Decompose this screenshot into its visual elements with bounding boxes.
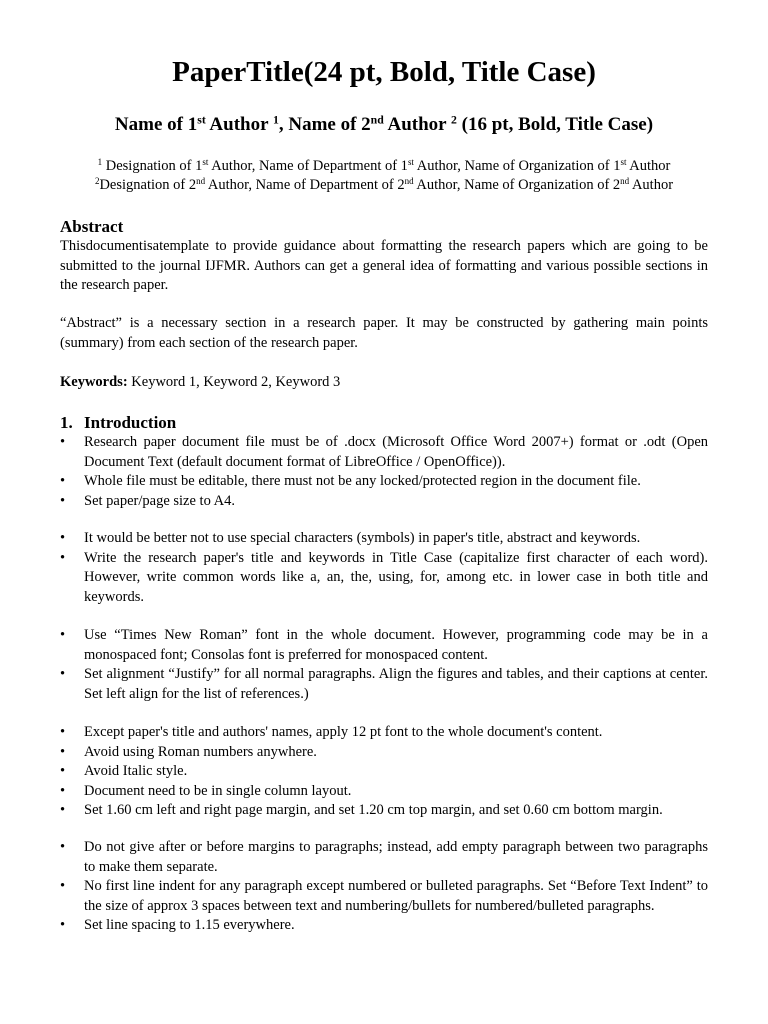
bullet-icon: • [60, 763, 66, 779]
keywords-line [60, 373, 708, 393]
author-1-number: 1 [272, 113, 279, 127]
list-item [60, 916, 708, 936]
list-item-text: Write the research paper's title and keywords in Title Case (capitalize first character of each word). However, write common words like a, an, the, using, for, among etc. in lower case in both title and keywords. [84, 549, 708, 605]
introduction-heading [60, 412, 176, 434]
author-2-prefix: , Name of 2 [278, 114, 371, 135]
author-1-label: Author [205, 114, 273, 135]
section-title: Introduction [84, 413, 177, 432]
keywords-label: Keywords: [60, 374, 128, 390]
list-item-text: It would be better not to use special characters (symbols) in paper's title, abstract and keywords. [84, 530, 641, 546]
abstract-paragraph-1: Thisdocumentisatemplate to provide guidance about formatting the research papers which are going to be submitted to the journal IJFMR. Authors can get a general idea of formatting and various possible sections in the research paper. [60, 238, 708, 293]
list-item [60, 723, 708, 743]
affiliation-1 [0, 157, 768, 176]
bullet-icon: • [60, 839, 66, 855]
bullet-group-4 [0, 723, 768, 821]
author-1-ordinal: st [197, 113, 206, 127]
affiliation-text: Author, Name of Organization of 2 [413, 177, 621, 193]
abstract-paragraph-2: “Abstract” is a necessary section in a research paper. It may be constructed by gathering main points (summary) from each section of the research paper. [60, 315, 708, 351]
bullet-group-1 [0, 433, 768, 511]
bullet-group-2 [0, 529, 768, 607]
list-item [60, 801, 708, 821]
affiliation-ordinal: st [620, 157, 627, 168]
affiliation-ordinal: nd [620, 176, 630, 187]
list-item [60, 782, 708, 802]
list-item-text: Research paper document file must be of .docx (Microsoft Office Word 2007+) format or .odt (Open Document Text (default document format of LibreOffice / OpenOffice)). [84, 434, 708, 470]
list-item [60, 838, 708, 877]
bullet-icon: • [60, 530, 66, 546]
bullet-group-3 [0, 626, 768, 704]
author-2-ordinal: nd [370, 113, 384, 127]
list-item-text: Set 1.60 cm left and right page margin, and set 1.20 cm top margin, and set 0.60 cm bottom margin. [84, 802, 663, 818]
affiliation-2 [0, 176, 768, 195]
affiliation-ordinal: nd [196, 176, 206, 187]
affiliation-ordinal: st [407, 157, 414, 168]
list-item [60, 877, 708, 916]
bullet-icon: • [60, 434, 66, 450]
list-item-text: Set paper/page size to A4. [84, 492, 235, 509]
affiliation-ordinal: st [202, 157, 209, 168]
list-item-text: Do not give after or before margins to paragraphs; instead, add empty paragraph between two paragraphs to make them separate. [84, 839, 708, 875]
list-item [60, 549, 708, 608]
list-item [60, 743, 708, 763]
bullet-icon: • [60, 802, 66, 818]
list-item [60, 762, 708, 782]
list-item-text: Avoid Italic style. [84, 763, 188, 779]
list-item-text: Use “Times New Roman” font in the whole document. However, programming code may be in a monospaced font; Consolas font is preferred for monospaced content. [84, 627, 708, 663]
affiliation-text: Author, Name of Organization of 1 [413, 158, 621, 174]
affiliation-text: Author, Name of Department of 2 [205, 177, 405, 193]
bullet-icon: • [60, 492, 66, 509]
list-item [60, 433, 708, 472]
author-1-prefix: Name of 1 [114, 114, 198, 135]
affiliation-text: Author [626, 158, 671, 174]
author-2-number: 2 [451, 113, 457, 127]
bullet-icon: • [60, 878, 66, 894]
bullet-icon: • [60, 627, 66, 643]
list-item [60, 665, 708, 704]
bullet-icon: • [60, 473, 66, 489]
list-item-text: Avoid using Roman numbers anywhere. [84, 743, 317, 760]
list-item-text: Set line spacing to 1.15 everywhere. [84, 917, 295, 933]
affiliation-text: Author [629, 177, 674, 193]
affiliation-text: Author, Name of Department of 1 [208, 158, 408, 174]
abstract-heading: Abstract [60, 217, 124, 236]
affiliation-2-number: 2 [94, 176, 100, 187]
affiliation-ordinal: nd [404, 176, 414, 187]
list-item-text: No first line indent for any paragraph except numbered or bulleted paragraphs. Set “Before Text Indent” to the size of approx 3 spaces between text and numbering/bullets for numbered/bulleted paragraphs. [84, 878, 708, 914]
list-item [60, 626, 708, 665]
affiliation-text: Designation of 1 [102, 158, 203, 174]
section-number: 1. [60, 413, 73, 432]
affiliation-1-number: 1 [97, 157, 103, 168]
keywords-value: Keyword 1, Keyword 2, Keyword 3 [127, 374, 341, 390]
bullet-icon: • [60, 724, 66, 740]
list-item [60, 492, 708, 512]
list-item-text: Whole file must be editable, there must not be any locked/protected region in the document file. [84, 473, 641, 489]
affiliation-text: Designation of 2 [99, 177, 197, 193]
list-item [60, 529, 708, 549]
bullet-icon: • [60, 549, 66, 566]
bullet-icon: • [60, 782, 66, 799]
author-line [0, 112, 768, 138]
author-2-label: Author [383, 114, 451, 135]
list-item-text: Set alignment “Justify” for all normal paragraphs. Align the figures and tables, and their captions at center. Set left align for the list of references.) [84, 666, 708, 702]
bullet-icon: • [60, 666, 66, 682]
list-item-text: Except paper's title and authors' names, apply 12 pt font to the whole document's content. [84, 724, 603, 740]
list-item [60, 472, 708, 492]
bullet-icon: • [60, 743, 66, 760]
paper-title: PaperTitle(24 pt, Bold, Title Case) [172, 56, 596, 88]
bullet-group-5 [0, 838, 768, 936]
list-item-text: Document need to be in single column layout. [84, 782, 352, 799]
author-line-note: (16 pt, Bold, Title Case) [456, 114, 654, 135]
bullet-icon: • [60, 917, 66, 933]
